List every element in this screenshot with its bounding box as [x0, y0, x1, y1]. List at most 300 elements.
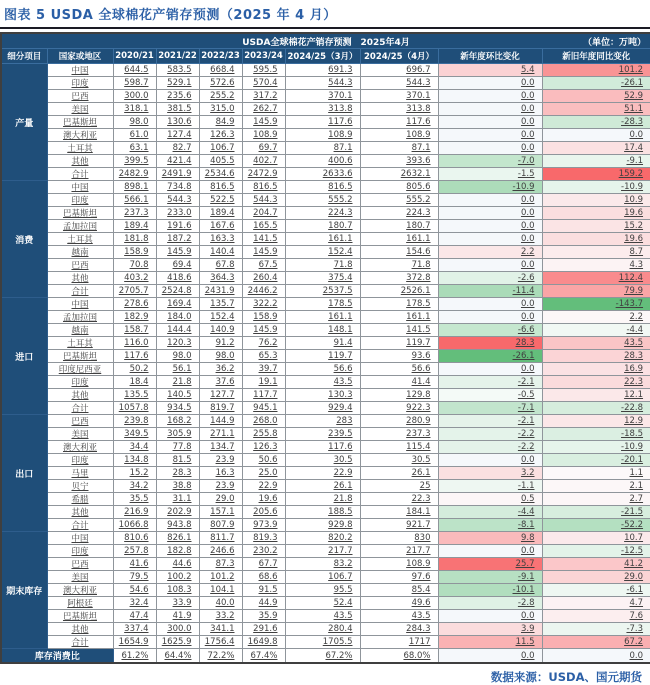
value-cell: 41.4: [360, 376, 438, 389]
value-cell: 95.5: [285, 584, 360, 597]
table-row: [1, 363, 650, 376]
table-unit-label: （单位：万吨）: [583, 38, 647, 48]
value-cell: 15.2: [113, 467, 156, 480]
table-row: [1, 441, 650, 454]
mom-change-cell: 0.0: [438, 298, 542, 311]
value-cell: 134.8: [113, 454, 156, 467]
value-cell: 97.6: [360, 571, 438, 584]
value-cell: 145.9: [156, 246, 199, 259]
value-cell: 32.4: [113, 597, 156, 610]
value-cell: 43.5: [285, 376, 360, 389]
value-cell: 364.3: [199, 272, 242, 285]
value-cell: 116.0: [113, 337, 156, 350]
yoy-change-cell: 15.2: [542, 220, 650, 233]
value-cell: 71.8: [360, 259, 438, 272]
value-cell: 224.3: [360, 207, 438, 220]
value-cell: 145.9: [242, 324, 285, 337]
table-row: [1, 194, 650, 207]
value-cell: 341.1: [199, 623, 242, 636]
value-cell: 23.9: [199, 480, 242, 493]
table-row: [1, 142, 650, 155]
table-row: [1, 545, 650, 558]
region-cell: 澳大利亚: [47, 441, 113, 454]
region-cell: 其他: [47, 389, 113, 402]
value-cell: 318.1: [113, 103, 156, 116]
section-label: 进口: [1, 298, 47, 415]
value-cell: 544.3: [360, 77, 438, 90]
table-row: [1, 610, 650, 623]
value-cell: 158.7: [113, 324, 156, 337]
value-cell: 71.8: [285, 259, 360, 272]
value-cell: 39.7: [242, 363, 285, 376]
value-cell: 2632.1: [360, 168, 438, 181]
value-cell: 202.9: [156, 506, 199, 519]
mom-change-cell: 0.0: [438, 194, 542, 207]
mom-change-cell: 28.3: [438, 337, 542, 350]
column-header: 2022/23: [199, 49, 242, 64]
value-cell: 255.8: [242, 428, 285, 441]
value-cell: 135.7: [199, 298, 242, 311]
table-date: 2025年4月: [360, 37, 410, 48]
mom-change-cell: 0.0: [438, 610, 542, 623]
value-cell: 65.3: [242, 350, 285, 363]
yoy-change-cell: 17.4: [542, 142, 650, 155]
value-cell: 43.5: [360, 610, 438, 623]
mom-change-cell: -10.1: [438, 584, 542, 597]
region-cell: 巴基斯坦: [47, 207, 113, 220]
column-header: 2023/24: [242, 49, 285, 64]
value-cell: 262.7: [242, 103, 285, 116]
value-cell: 1756.4: [199, 636, 242, 649]
value-cell: 140.5: [156, 389, 199, 402]
table-row: [1, 532, 650, 545]
value-cell: 21.8: [156, 376, 199, 389]
value-cell: 85.4: [360, 584, 438, 597]
mom-change-cell: 9.8: [438, 532, 542, 545]
mom-change-cell: -9.1: [438, 571, 542, 584]
region-cell: 合计: [47, 402, 113, 415]
ratio-value-cell: 61.2%: [113, 649, 156, 664]
mom-change-cell: -1.1: [438, 480, 542, 493]
mom-change-cell: 11.5: [438, 636, 542, 649]
value-cell: 56.6: [360, 363, 438, 376]
value-cell: 35.5: [113, 493, 156, 506]
value-cell: 1654.9: [113, 636, 156, 649]
value-cell: 204.7: [242, 207, 285, 220]
value-cell: 28.3: [156, 467, 199, 480]
yoy-change-cell: 43.5: [542, 337, 650, 350]
value-cell: 141.5: [360, 324, 438, 337]
value-cell: 2431.9: [199, 285, 242, 298]
table-body: [1, 64, 650, 664]
value-cell: 56.6: [285, 363, 360, 376]
value-cell: 41.6: [113, 558, 156, 571]
value-cell: 237.3: [360, 428, 438, 441]
region-cell: 印度: [47, 77, 113, 90]
table-main-title: USDA全球棉花产销存预测: [242, 37, 352, 48]
mom-change-cell: 0.5: [438, 493, 542, 506]
region-cell: 印度尼西亚: [47, 363, 113, 376]
value-cell: 529.1: [156, 77, 199, 90]
region-cell: 希腊: [47, 493, 113, 506]
value-cell: 165.5: [242, 220, 285, 233]
mom-change-cell: 0.0: [438, 129, 542, 142]
value-cell: 108.3: [156, 584, 199, 597]
value-cell: 734.8: [156, 181, 199, 194]
value-cell: 217.7: [360, 545, 438, 558]
region-cell: 美国: [47, 571, 113, 584]
region-cell: 合计: [47, 168, 113, 181]
value-cell: 30.5: [360, 454, 438, 467]
value-cell: 187.2: [156, 233, 199, 246]
value-cell: 67.8: [199, 259, 242, 272]
table-row: [1, 181, 650, 194]
value-cell: 2524.8: [156, 285, 199, 298]
yoy-change-cell: 8.7: [542, 246, 650, 259]
value-cell: 69.4: [156, 259, 199, 272]
table-row: [1, 220, 650, 233]
value-cell: 816.5: [242, 181, 285, 194]
value-cell: 230.2: [242, 545, 285, 558]
value-cell: 161.1: [360, 233, 438, 246]
value-cell: 81.5: [156, 454, 199, 467]
region-cell: 巴西: [47, 415, 113, 428]
yoy-change-cell: 19.6: [542, 233, 650, 246]
mom-change-cell: 3.2: [438, 467, 542, 480]
value-cell: 100.2: [156, 571, 199, 584]
region-cell: 印度: [47, 454, 113, 467]
region-cell: 澳大利亚: [47, 129, 113, 142]
value-cell: 370.1: [360, 90, 438, 103]
value-cell: 819.7: [199, 402, 242, 415]
value-cell: 1057.8: [113, 402, 156, 415]
value-cell: 544.3: [156, 194, 199, 207]
region-cell: 巴基斯坦: [47, 116, 113, 129]
region-cell: 合计: [47, 519, 113, 532]
value-cell: 820.2: [285, 532, 360, 545]
mom-change-cell: -7.0: [438, 155, 542, 168]
value-cell: 44.9: [242, 597, 285, 610]
value-cell: 284.3: [360, 623, 438, 636]
mom-change-cell: 0.0: [438, 116, 542, 129]
value-cell: 233.0: [156, 207, 199, 220]
value-cell: 144.9: [199, 415, 242, 428]
value-cell: 141.5: [242, 233, 285, 246]
mom-change-cell: -4.4: [438, 506, 542, 519]
table-row: [1, 584, 650, 597]
yoy-change-cell: 16.9: [542, 363, 650, 376]
page-title: 图表 5 USDA 全球棉花产销存预测（2025 年 4 月）: [0, 0, 650, 29]
value-cell: 405.5: [199, 155, 242, 168]
value-cell: 22.9: [285, 467, 360, 480]
mom-change-cell: -10.9: [438, 181, 542, 194]
value-cell: 26.1: [360, 467, 438, 480]
value-cell: 119.7: [285, 350, 360, 363]
yoy-change-cell: -10.9: [542, 441, 650, 454]
yoy-change-cell: -6.1: [542, 584, 650, 597]
value-cell: 216.9: [113, 506, 156, 519]
mom-change-cell: -2.2: [438, 428, 542, 441]
value-cell: 278.6: [113, 298, 156, 311]
region-cell: 越南: [47, 246, 113, 259]
value-cell: 56.1: [156, 363, 199, 376]
yoy-change-cell: -143.7: [542, 298, 650, 311]
region-cell: 美国: [47, 103, 113, 116]
table-row: [1, 168, 650, 181]
value-cell: 68.6: [242, 571, 285, 584]
value-cell: 83.2: [285, 558, 360, 571]
region-cell: 孟加拉国: [47, 220, 113, 233]
column-header: 2020/21: [113, 49, 156, 64]
value-cell: 18.4: [113, 376, 156, 389]
value-cell: 40.0: [199, 597, 242, 610]
yoy-change-cell: -22.8: [542, 402, 650, 415]
value-cell: 283: [285, 415, 360, 428]
table-row: [1, 116, 650, 129]
value-cell: 117.6: [360, 116, 438, 129]
value-cell: 168.2: [156, 415, 199, 428]
value-cell: 16.3: [199, 467, 242, 480]
value-cell: 811.7: [199, 532, 242, 545]
data-source: 数据来源：USDA、国元期货: [490, 670, 642, 684]
table-row: [1, 467, 650, 480]
value-cell: 322.2: [242, 298, 285, 311]
value-cell: 115.4: [360, 441, 438, 454]
value-cell: 2526.1: [360, 285, 438, 298]
value-cell: 268.0: [242, 415, 285, 428]
value-cell: 135.5: [113, 389, 156, 402]
value-cell: 117.7: [242, 389, 285, 402]
table-row: [1, 493, 650, 506]
value-cell: 555.2: [360, 194, 438, 207]
value-cell: 522.5: [199, 194, 242, 207]
value-cell: 313.8: [360, 103, 438, 116]
value-cell: 418.6: [156, 272, 199, 285]
value-cell: 140.4: [199, 246, 242, 259]
mom-change-cell: -7.1: [438, 402, 542, 415]
table-row: [1, 415, 650, 428]
value-cell: 98.0: [113, 116, 156, 129]
value-cell: 47.4: [113, 610, 156, 623]
value-cell: 129.8: [360, 389, 438, 402]
value-cell: 161.1: [285, 311, 360, 324]
yoy-change-cell: 41.2: [542, 558, 650, 571]
region-cell: 中国: [47, 298, 113, 311]
value-cell: 182.9: [113, 311, 156, 324]
value-cell: 26.1: [285, 480, 360, 493]
value-cell: 82.7: [156, 142, 199, 155]
yoy-change-cell: -28.3: [542, 116, 650, 129]
value-cell: 117.6: [113, 350, 156, 363]
yoy-change-cell: 52.9: [542, 90, 650, 103]
value-cell: 19.6: [242, 493, 285, 506]
value-cell: 544.3: [242, 194, 285, 207]
value-cell: 300.0: [113, 90, 156, 103]
value-cell: 566.1: [113, 194, 156, 207]
yoy-change-cell: 159.2: [542, 168, 650, 181]
value-cell: 934.5: [156, 402, 199, 415]
value-cell: 76.2: [242, 337, 285, 350]
value-cell: 668.4: [199, 64, 242, 77]
yoy-change-cell: -21.5: [542, 506, 650, 519]
value-cell: 31.1: [156, 493, 199, 506]
value-cell: 119.7: [360, 337, 438, 350]
yoy-change-cell: 2.2: [542, 311, 650, 324]
value-cell: 1649.8: [242, 636, 285, 649]
mom-change-cell: -2.2: [438, 441, 542, 454]
yoy-change-cell: -12.5: [542, 545, 650, 558]
mom-change-cell: 0.0: [438, 454, 542, 467]
region-cell: 土耳其: [47, 142, 113, 155]
value-cell: 807.9: [199, 519, 242, 532]
table-title-row: [1, 33, 650, 49]
yoy-change-cell: 10.7: [542, 532, 650, 545]
ratio-value-cell: 64.4%: [156, 649, 199, 664]
value-cell: 260.4: [242, 272, 285, 285]
value-cell: 33.2: [199, 610, 242, 623]
value-cell: 98.0: [156, 350, 199, 363]
yoy-change-cell: 7.6: [542, 610, 650, 623]
value-cell: 271.1: [199, 428, 242, 441]
value-cell: 945.1: [242, 402, 285, 415]
table-row: [1, 207, 650, 220]
table-row: [1, 571, 650, 584]
region-cell: 美国: [47, 428, 113, 441]
table-row: [1, 298, 650, 311]
value-cell: 98.0: [199, 350, 242, 363]
value-cell: 25: [360, 480, 438, 493]
value-cell: 255.2: [199, 90, 242, 103]
column-header: 新年度环比变化: [438, 49, 542, 64]
mom-change-cell: 0.0: [438, 90, 542, 103]
value-cell: 126.3: [242, 441, 285, 454]
yoy-change-cell: 10.9: [542, 194, 650, 207]
value-cell: 898.1: [113, 181, 156, 194]
value-cell: 43.5: [285, 610, 360, 623]
yoy-change-cell: -9.1: [542, 155, 650, 168]
value-cell: 91.4: [285, 337, 360, 350]
region-cell: 马里: [47, 467, 113, 480]
value-cell: 33.9: [156, 597, 199, 610]
value-cell: 77.8: [156, 441, 199, 454]
value-cell: 973.9: [242, 519, 285, 532]
region-cell: 土耳其: [47, 337, 113, 350]
value-cell: 810.6: [113, 532, 156, 545]
value-cell: 152.4: [199, 311, 242, 324]
table-row: [1, 272, 650, 285]
cotton-forecast-table: [0, 32, 650, 664]
value-cell: 257.8: [113, 545, 156, 558]
mom-change-cell: -6.6: [438, 324, 542, 337]
value-cell: 79.5: [113, 571, 156, 584]
region-cell: 澳大利亚: [47, 584, 113, 597]
value-cell: 696.7: [360, 64, 438, 77]
value-cell: 375.4: [285, 272, 360, 285]
region-cell: 印度: [47, 194, 113, 207]
region-cell: 印度: [47, 545, 113, 558]
value-cell: 22.3: [360, 493, 438, 506]
value-cell: 189.4: [113, 220, 156, 233]
mom-change-cell: 0.0: [438, 545, 542, 558]
value-cell: 130.6: [156, 116, 199, 129]
section-label: 消费: [1, 181, 47, 298]
value-cell: 217.7: [285, 545, 360, 558]
value-cell: 101.2: [199, 571, 242, 584]
yoy-change-cell: -26.1: [542, 77, 650, 90]
value-cell: 544.3: [285, 77, 360, 90]
region-cell: 其他: [47, 506, 113, 519]
value-cell: 555.2: [285, 194, 360, 207]
value-cell: 117.6: [285, 116, 360, 129]
value-cell: 2534.6: [199, 168, 242, 181]
value-cell: 91.2: [199, 337, 242, 350]
column-header: 细分项目: [1, 49, 47, 64]
yoy-change-cell: 0.0: [542, 129, 650, 142]
table-row: [1, 90, 650, 103]
yoy-change-cell: 12.9: [542, 415, 650, 428]
value-cell: 38.8: [156, 480, 199, 493]
value-cell: 644.5: [113, 64, 156, 77]
value-cell: 819.3: [242, 532, 285, 545]
value-cell: 93.6: [360, 350, 438, 363]
table-row: [1, 155, 650, 168]
value-cell: 180.7: [360, 220, 438, 233]
yoy-change-cell: -4.4: [542, 324, 650, 337]
value-cell: 583.5: [156, 64, 199, 77]
value-cell: 148.1: [285, 324, 360, 337]
yoy-change-cell: 4.7: [542, 597, 650, 610]
value-cell: 104.1: [199, 584, 242, 597]
value-cell: 50.2: [113, 363, 156, 376]
value-cell: 2482.9: [113, 168, 156, 181]
value-cell: 161.1: [285, 233, 360, 246]
value-cell: 37.6: [199, 376, 242, 389]
region-cell: 孟加拉国: [47, 311, 113, 324]
region-cell: 贝宁: [47, 480, 113, 493]
value-cell: 106.7: [285, 571, 360, 584]
mom-change-cell: -1.5: [438, 168, 542, 181]
table-row: [1, 389, 650, 402]
mom-change-cell: -2.1: [438, 376, 542, 389]
value-cell: 63.1: [113, 142, 156, 155]
value-cell: 691.3: [285, 64, 360, 77]
mom-change-cell: -26.1: [438, 350, 542, 363]
value-cell: 1717: [360, 636, 438, 649]
value-cell: 130.3: [285, 389, 360, 402]
region-cell: 合计: [47, 636, 113, 649]
value-cell: 108.9: [360, 129, 438, 142]
value-cell: 19.1: [242, 376, 285, 389]
mom-change-cell: 0.0: [438, 77, 542, 90]
table-row: [1, 376, 650, 389]
value-cell: 91.5: [242, 584, 285, 597]
table-row: [1, 636, 650, 649]
mom-change-cell: 0.0: [438, 220, 542, 233]
table-row: [1, 311, 650, 324]
section-label: 出口: [1, 415, 47, 532]
yoy-change-cell: 19.6: [542, 207, 650, 220]
value-cell: 943.8: [156, 519, 199, 532]
mom-change-cell: 0.0: [438, 363, 542, 376]
yoy-change-cell: 79.9: [542, 285, 650, 298]
value-cell: 184.0: [156, 311, 199, 324]
value-cell: 237.3: [113, 207, 156, 220]
value-cell: 180.7: [285, 220, 360, 233]
value-cell: 69.7: [242, 142, 285, 155]
column-header: 2024/25（4月）: [360, 49, 438, 64]
value-cell: 317.2: [242, 90, 285, 103]
yoy-change-cell: -18.5: [542, 428, 650, 441]
